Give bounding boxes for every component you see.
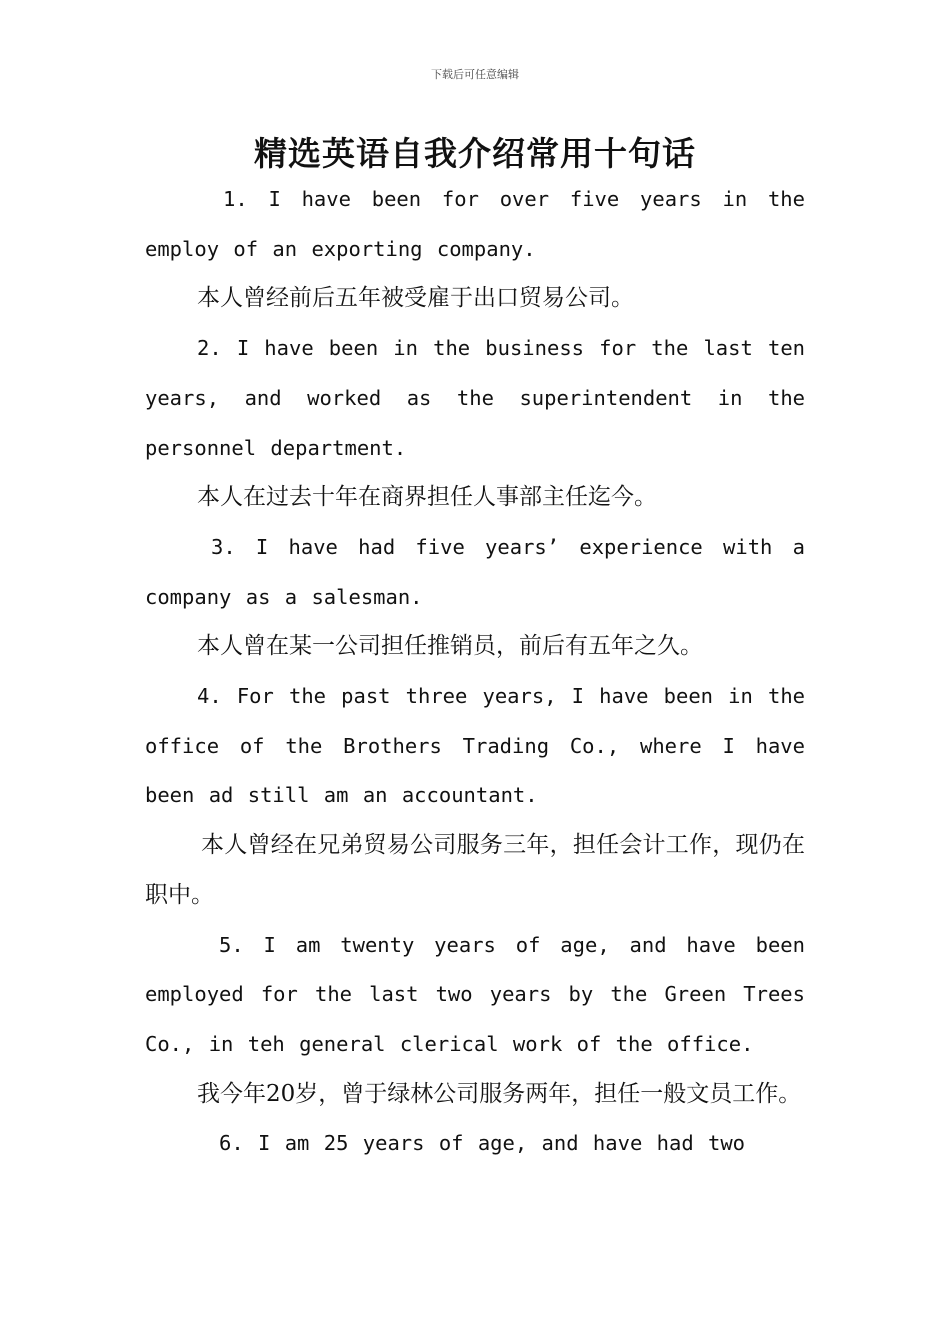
sentence-4-chinese: 本人曾经在兄弟贸易公司服务三年，担任会计工作，现仍在职中。 xyxy=(145,832,805,908)
sentence-4-english: 4. For the past three years, I have been in the office of the Brothers Trading Co., where I have been ad still am an accountant. xyxy=(145,684,805,808)
sentence-2-english: 2. I have been in the business for the last ten years, and worked as the superintendent in the personnel department. xyxy=(145,336,805,460)
sentence-3-english: 3. I have had five years’ experience with a company as a salesman. xyxy=(145,534,805,609)
sentence-2-chinese: 本人在过去十年在商界担任人事部主任迄今。 xyxy=(197,484,657,511)
sentence-6-english: 6. I am 25 years of age, and have had two xyxy=(219,1131,746,1156)
sentence-1-chinese: 本人曾经前后五年被受雇于出口贸易公司。 xyxy=(197,285,634,312)
sentence-5-chinese: 我今年20岁，曾于绿林公司服务两年，担任一般文员工作。 xyxy=(197,1080,802,1107)
sentence-5-english: 5. I am twenty years of age, and have been employed for the last two years by the Green Trees Co., in teh general clerical work of the office. xyxy=(145,932,805,1056)
document-body xyxy=(145,175,805,1169)
sentence-3-chinese: 本人曾在某一公司担任推销员，前后有五年之久。 xyxy=(197,633,703,660)
page-title: 精选英语自我介绍常用十句话 xyxy=(254,134,696,173)
sentence-1-english: 1. I have been for over five years in the employ of an exporting company. xyxy=(145,187,805,261)
header-note: 下载后可任意编辑 xyxy=(431,68,519,81)
